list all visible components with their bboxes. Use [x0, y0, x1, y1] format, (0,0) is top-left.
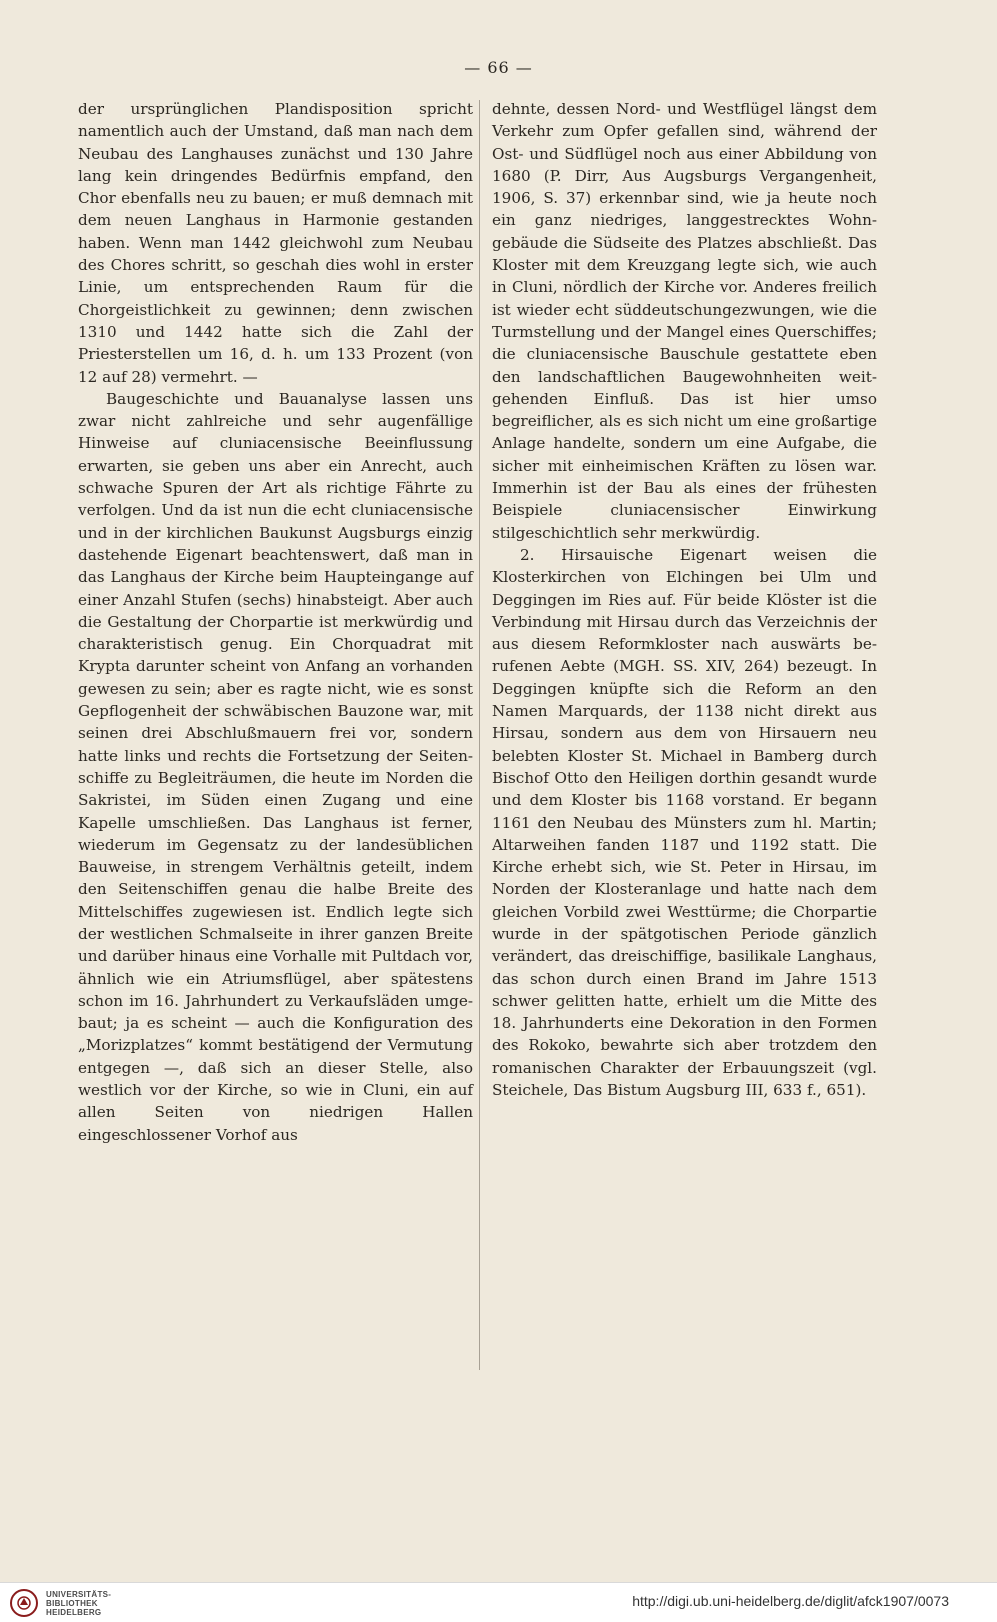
right-paragraph-2: 2. Hirsauische Eigenart weisen die Klosterkirchen von Elchingen bei Ulm und Deggingen im Ries auf. Für beide Klöster ist die Verbindung mit Hirsau durch das Verzeichnis der aus diesem Reformkloster nach auswärts berufenen Aebte (MGH. SS. XIV, 264) bezeugt. In Deggingen knüpfte sich die Reform an den Namen Marquards, der 1138 nicht direkt aus Hirsau, sondern aus dem von Hirsauern neu belebten Kloster St. Michael in Bamberg durch Bischof Otto den Heiligen dorthin gesandt wurde und dem Kloster bis 1168 vorstand. Er begann 1161 den Neubau des Münsters zum hl. Martin; Altarweihen fanden 1187 und 1192 statt. Die Kirche erhebt sich, wie St. Peter in Hirsau, im Norden der Klosteranlage und hatte nach dem gleichen Vorbild zwei Westtürme; die Chorpartie wurde in der spätgotischen Periode gänzlich verändert, das dreischiffige, basilikale Langhaus, das schon durch einen Brand im Jahre 1513 schwer gelitten hatte, erhielt um die Mitte des 18. Jahrhunderts eine Dekoration in den Formen des Rokoko, bewahrte sich aber trotzdem den romanischen Charakter der Erbauungszeit (vgl. Steichele, Das Bistum Augsburg III, 633 f., 651).: [492, 545, 877, 1100]
right-paragraph-1: dehnte, dessen Nord- und Westflügel längst dem Verkehr zum Opfer gefallen sind, während der Ost- und Südflügel noch aus einer Abbildung von 1680 (P. Dirr, Aus Augsburgs Vergangenheit, 1906, S. 37) erkennbar sind, wie ja heute noch ein ganz niedriges, langgestrecktes Wohngebäude die Südseite des Platzes abschließt. Das Kloster mit dem Kreuzgang legte sich, wie auch in Cluni, nördlich der Kirche vor. Anderes freilich ist wieder echt süddeutschungezwungen, wie die Turmstellung und der Mangel eines Querschiffes; die cluniacensische Bauschule gestattete eben den landschaftlichen Baugewohnheiten weitgehenden Einfluß. Das ist hier umso begreiflicher, als es sich nicht um eine großartige Anlage handelte, sondern um eine Aufgabe, die sicher mit einheimischen Kräften zu lösen war. Immerhin ist der Bau als eines der frühesten Beispiele cluniacensischer Einwirkung stilgeschichtlich sehr merkwürdig.: [492, 100, 877, 542]
left-paragraph-2: Baugeschichte und Bauanalyse lassen uns zwar nicht zahlreiche und sehr augenfällige Hinweise auf cluniacensische Beeinflussung erwarten, sie geben uns aber ein Anrecht, auch schwache Spuren der Art als richtige Fährte zu verfolgen. Und da ist nun die echt cluniacensische und in der kirchlichen Baukunst Augsburgs einzig dastehende Eigenart beachtenswert, daß man in das Langhaus der Kirche beim Haupteingange auf einer Anzahl Stufen (sechs) hinabsteigt. Aber auch die Gestaltung der Chorpartie ist merkwürdig und charakteristisch genug. Ein Chorquadrat mit Krypta darunter scheint von Anfang an vorhanden gewesen zu sein; aber es ragte nicht, wie es sonst Gepflogenheit der schwäbischen Bauzone war, mit seinen drei Abschlußmauern frei vor, sondern hatte links und rechts die Fortsetzung der Seitenschiffe zu Begleiträumen, die heute im Norden die Sakristei, im Süden einen Zugang und eine Kapelle umschließen. Das Langhaus ist ferner, wiederum im Gegensatz zu der landesüblichen Bauweise, in strengem Verhältnis geteilt, indem den Seitenschiffen genau die halbe Breite des Mittelschiffes zugewiesen ist. Endlich legte sich der westlichen Schmalseite in ihrer ganzen Breite und darüber hinaus eine Vorhalle mit Pultdach vor, ähnlich wie ein Atriumsflügel, aber spätestens schon im 16. Jahrhundert zu Verkaufsläden umgebaut; ja es scheint — auch die Konfiguration des „Morizplatzes“ kommt bestätigend der Vermutung entgegen —, daß sich an dieser Stelle, also westlich vor der Kirche, so wie in Cluni, ein auf allen Seiten von niedrigen Hallen eingeschlossener Vorhof aus: [78, 389, 473, 1144]
university-seal-icon: [10, 1589, 38, 1617]
column-divider: [479, 100, 480, 1370]
right-column: [492, 98, 877, 1101]
page-number: — 66 —: [464, 58, 533, 77]
permalink-url[interactable]: http://digi.ub.uni-heidelberg.de/diglit/afck1907/0073: [632, 1593, 949, 1609]
library-logo-text: [46, 1590, 111, 1617]
footer-bar: [0, 1582, 997, 1622]
logo-line-3: HEIDELBERG: [46, 1607, 102, 1617]
logo-line-2: BIBLIOTHEK: [46, 1598, 98, 1608]
logo-line-1: UNIVERSITÄTS-: [46, 1589, 112, 1599]
left-paragraph-1: der ursprünglichen Plandisposition spricht namentlich auch der Umstand, daß man nach dem Neubau des Langhauses zunächst und 130 Jahre lang kein dringendes Bedürfnis empfand, den Chor ebenfalls neu zu bauen; er muß demnach mit dem neuen Langhaus in Harmonie gestanden haben. Wenn man 1442 gleichwohl zum Neubau des Chores schritt, so geschah dies wohl in erster Linie, um entsprechenden Raum für die Chorgeistlichkeit zu gewinnen; denn zwischen 1310 und 1442 hatte sich die Zahl der Priesterstellen um 16, d. h. um 133 Prozent (von 12 auf 28) vermehrt. —: [78, 100, 473, 386]
library-logo[interactable]: [10, 1589, 111, 1617]
left-column: [78, 98, 473, 1146]
